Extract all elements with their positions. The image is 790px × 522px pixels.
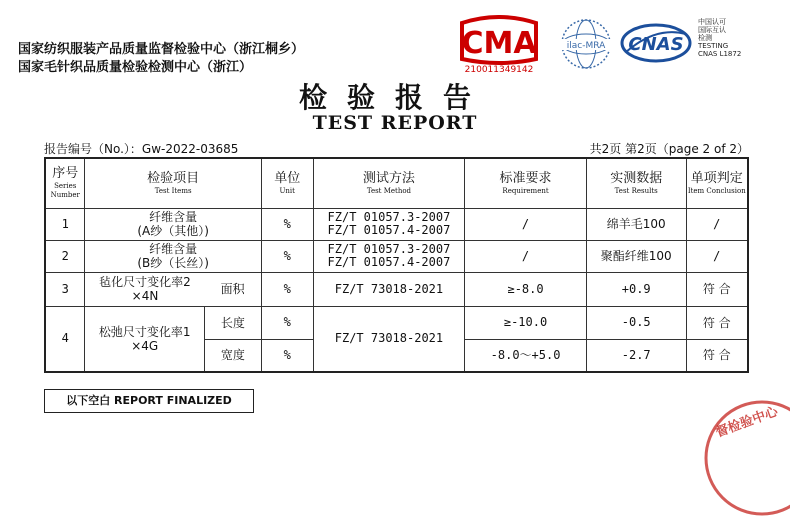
unit: % <box>261 339 313 372</box>
item-conclusion: 符 合 <box>686 306 748 339</box>
cnas-caption-line: 国际互认 <box>698 26 726 34</box>
test-sub-item: 面积 <box>205 272 262 306</box>
ilac-mra-logo <box>554 16 618 72</box>
series-number: 3 <box>45 272 85 306</box>
test-result: 绵羊毛100 <box>586 208 686 240</box>
report-title-cn: 检验报告 <box>298 81 491 114</box>
unit: % <box>261 208 313 240</box>
test-method: FZ/T 01057.3-2007 FZ/T 01057.4-2007 <box>313 240 465 272</box>
cnas-logo-text: CNAS <box>628 34 684 55</box>
test-item: 松弛尺寸变化率1 ×4G <box>85 306 205 372</box>
requirement: ≥-8.0 <box>465 272 587 306</box>
ilac-mra-logo-text: ilac-MRA <box>566 41 606 51</box>
test-item: 纤维含量 (A纱（其他）) <box>85 208 261 240</box>
table-row <box>45 208 748 240</box>
org-name-line1: 国家纺织服装产品质量监督检验中心（浙江桐乡） <box>18 42 305 57</box>
table-row <box>45 240 748 272</box>
seal-text: 督检验中心 <box>713 404 781 441</box>
cma-number: 210011349142 <box>464 65 534 75</box>
requirement: / <box>465 240 587 272</box>
test-method: FZ/T 73018-2021 <box>313 306 465 372</box>
test-result: -2.7 <box>586 339 686 372</box>
series-number: 4 <box>45 306 85 372</box>
org-name-line2: 国家毛针织品质量检验检测中心（浙江） <box>18 60 253 75</box>
item-conclusion: 符 合 <box>686 272 748 306</box>
header-cell: 测试方法 Test Method <box>313 158 465 208</box>
header-cell: 实测数据 Test Results <box>586 158 686 208</box>
test-method: FZ/T 73018-2021 <box>313 272 465 306</box>
cnas-caption-line: CNAS L1872 <box>698 50 742 58</box>
test-sub-item: 长度 <box>205 306 262 339</box>
table-header-row <box>45 158 748 208</box>
header-cell: 单项判定 Item Conclusion <box>686 158 748 208</box>
cma-logo-text: CMA <box>461 26 537 61</box>
header-cell: 检验项目 Test Items <box>85 158 261 208</box>
cnas-caption-line: 检测 <box>698 34 712 42</box>
page-indicator: 共2页 第2页（page 2 of 2） <box>589 142 749 156</box>
test-result: 聚酯纤维100 <box>586 240 686 272</box>
header-cell: 序号 Series Number <box>45 158 85 208</box>
cma-logo <box>458 15 540 67</box>
test-result: +0.9 <box>586 272 686 306</box>
cnas-caption-line: 中国认可 <box>698 18 726 26</box>
item-conclusion: / <box>686 240 748 272</box>
test-sub-item: 宽度 <box>205 339 262 372</box>
series-number: 2 <box>45 240 85 272</box>
item-conclusion: 符 合 <box>686 339 748 372</box>
report-finalized-label: 以下空白 REPORT FINALIZED <box>44 389 254 413</box>
cnas-caption <box>698 18 741 58</box>
requirement: ≥-10.0 <box>465 306 587 339</box>
test-item: 毡化尺寸变化率2 ×4N <box>85 272 205 306</box>
report-title-en: TEST REPORT <box>312 112 478 134</box>
header-cell: 标准要求 Requirement <box>465 158 587 208</box>
test-method: FZ/T 01057.3-2007 FZ/T 01057.4-2007 <box>313 208 465 240</box>
test-result: -0.5 <box>586 306 686 339</box>
unit: % <box>261 272 313 306</box>
item-conclusion: / <box>686 208 748 240</box>
results-table <box>44 157 749 373</box>
unit: % <box>261 240 313 272</box>
table-row <box>45 272 748 306</box>
table-row <box>45 306 748 339</box>
requirement: / <box>465 208 587 240</box>
report-number: 报告编号（No.）：Gw-2022-03685 <box>44 142 239 156</box>
cnas-logo <box>620 22 692 64</box>
cnas-caption-line: TESTING <box>698 42 729 50</box>
test-item: 纤维含量 (B纱（长丝）) <box>85 240 261 272</box>
requirement: -8.0～+5.0 <box>465 339 587 372</box>
unit: % <box>261 306 313 339</box>
series-number: 1 <box>45 208 85 240</box>
header-cell: 单位 Unit <box>261 158 313 208</box>
inspection-seal <box>702 398 790 518</box>
